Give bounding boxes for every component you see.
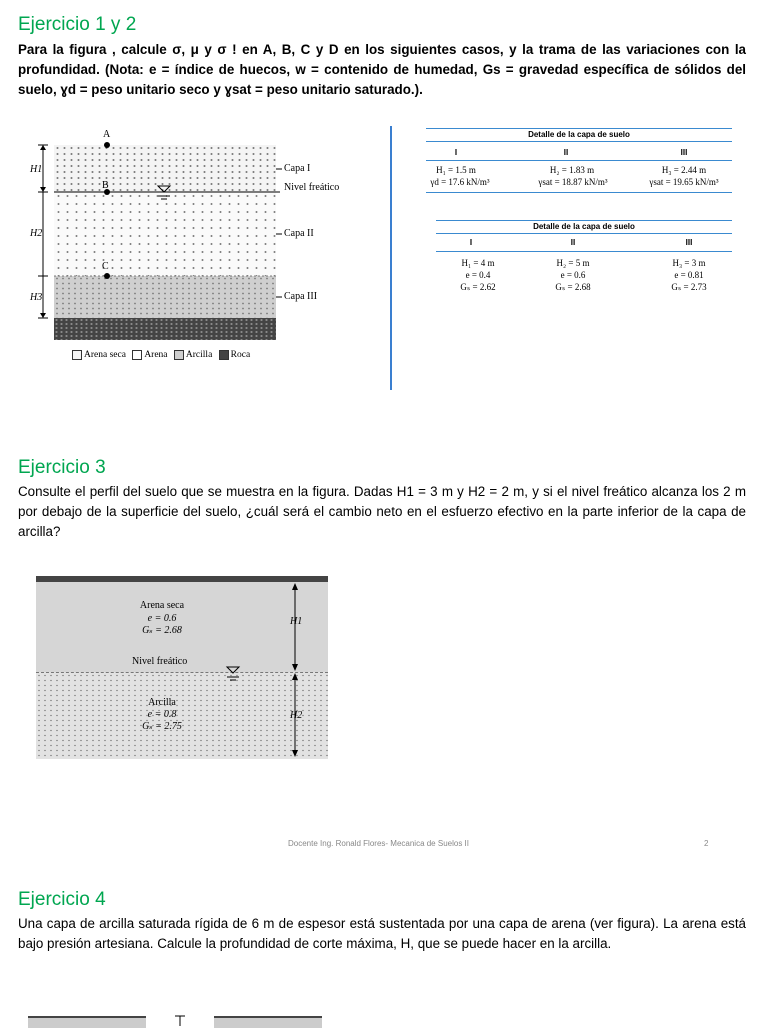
capa-3-label: Capa III bbox=[284, 291, 318, 302]
table-2-cell: e = 0.81 bbox=[674, 270, 704, 280]
legend-clay: Arcilla bbox=[185, 350, 213, 361]
point-c-label: C bbox=[102, 261, 109, 272]
figure-3-partial-left bbox=[28, 1016, 146, 1028]
soil-layer-table-1 bbox=[426, 128, 732, 198]
table-1-header-iii: III bbox=[680, 148, 688, 157]
table-1-cell: γsat = 19.65 kN/m³ bbox=[649, 177, 719, 187]
nivel-freatico-label: Nivel freático bbox=[132, 656, 188, 667]
capa-2-label: Capa II bbox=[284, 228, 314, 239]
legend-dry-sand: Arena seca bbox=[84, 350, 126, 361]
table-2-cell: Gₛ = 2.68 bbox=[555, 282, 591, 292]
table-1-cell: γd = 17.6 kN/m³ bbox=[430, 177, 490, 187]
table-2-caption: Detalle de la capa de suelo bbox=[533, 222, 635, 231]
clay-title: Arcilla bbox=[148, 697, 176, 708]
table-2-cell: Gₛ = 2.62 bbox=[460, 282, 496, 292]
sand-title: Arena seca bbox=[139, 600, 185, 611]
footer-docente: Docente Ing. Ronald Flores- Mecanica de Suelos II bbox=[288, 839, 469, 848]
figure-3-partial-right bbox=[214, 1016, 322, 1028]
table-2-cell: H₂ = 5 m bbox=[556, 258, 590, 268]
table-2-header-ii: II bbox=[570, 238, 576, 247]
legend-clay-swatch bbox=[174, 350, 184, 360]
clay-specific-gravity: Gₛ = 2.75 bbox=[142, 721, 182, 732]
sand-void-ratio: e = 0.6 bbox=[147, 613, 177, 624]
legend-rock-swatch bbox=[219, 350, 229, 360]
table-1-cell: H₃ = 2.44 m bbox=[661, 165, 707, 175]
sand-specific-gravity: Gₛ = 2.68 bbox=[142, 625, 182, 636]
table-1-header-i: I bbox=[454, 148, 458, 157]
table-1-cell: H₂ = 1.83 m bbox=[549, 165, 595, 175]
table-1-top-rule bbox=[426, 128, 732, 129]
table-2-header-iii: III bbox=[685, 238, 693, 247]
soil-profile-figure-1 bbox=[30, 128, 360, 363]
soil-profile-figure-2 bbox=[36, 570, 328, 760]
table-2-cell: e = 0.4 bbox=[465, 270, 491, 280]
ejercicio-1-2-title: Ejercicio 1 y 2 bbox=[18, 14, 137, 35]
legend-sand: Arena bbox=[144, 350, 168, 361]
table-2-caption-rule bbox=[436, 233, 732, 234]
table-2-header-i: I bbox=[469, 238, 473, 247]
point-b-label: B bbox=[102, 180, 109, 191]
table-1-bottom-rule bbox=[426, 192, 732, 193]
h1-label: H1 bbox=[290, 616, 303, 627]
legend-rock: Roca bbox=[230, 350, 251, 361]
h3-label: H3 bbox=[30, 292, 43, 303]
legend-dry-sand-swatch bbox=[72, 350, 82, 360]
table-1-caption: Detalle de la capa de suelo bbox=[528, 130, 630, 139]
ejercicio-4-title: Ejercicio 4 bbox=[18, 889, 106, 910]
legend-sand-swatch bbox=[132, 350, 142, 360]
h2-label: H2 bbox=[290, 710, 303, 721]
capa-1-label: Capa I bbox=[284, 163, 311, 174]
point-a-label: A bbox=[103, 129, 111, 140]
vertical-divider bbox=[390, 126, 392, 390]
table-1-header-ii: II bbox=[563, 148, 569, 157]
nivel-freatico-label: Nivel freático bbox=[284, 182, 340, 193]
table-2-cell: e = 0.6 bbox=[560, 270, 586, 280]
figure-1-legend bbox=[72, 350, 250, 360]
clay-void-ratio: e = 0.8 bbox=[147, 709, 177, 720]
table-1-header-rule bbox=[426, 160, 732, 161]
table-2-cell: Gₛ = 2.73 bbox=[671, 282, 707, 292]
figure-3-dimension-mark bbox=[170, 1014, 190, 1026]
page-number: 2 bbox=[704, 839, 709, 848]
soil-layer-table-2 bbox=[436, 220, 732, 300]
ejercicio-3-text: Consulte el perfil del suelo que se muestra en la figura. Dadas H1 = 3 m y H2 = 2 m, y si el nivel freático alcanza los 2 m por debajo de la superficie del suelo, ¿cuál será el cambio neto en el esfuerzo efectivo en la parte inferior de la capa de arcilla? bbox=[18, 484, 746, 539]
ejercicio-4-text: Una capa de arcilla saturada rígida de 6 m de espesor está sustentada por una capa de arena (ver figura). La arena está bajo presión artesiana. Calcule la profundidad de corte máxima, H, que se puede hacer en la arcilla. bbox=[18, 916, 746, 951]
ejercicio-3-title: Ejercicio 3 bbox=[18, 457, 106, 478]
table-2-top-rule bbox=[436, 220, 732, 221]
h1-label: H1 bbox=[30, 164, 43, 175]
table-1-cell: γsat = 18.87 kN/m³ bbox=[538, 177, 608, 187]
h2-label: H2 bbox=[30, 228, 43, 239]
table-1-cell: H₁ = 1.5 m bbox=[436, 165, 476, 175]
table-2-cell: H₁ = 4 m bbox=[461, 258, 495, 268]
figure-1-annotations bbox=[30, 128, 360, 363]
ejercicio-1-2-text: Para la figura , calcule σ, μ y σ ! en A, B, C y D en los siguientes casos, y la trama de las variaciones con la profundidad. (Nota: e = índice de huecos, w = contenido de humedad, Gs = gravedad específica de sólidos del suelo, ɣd = peso unitario seco y ɣsat = peso unitario saturado.). bbox=[18, 42, 746, 97]
table-1-caption-rule bbox=[426, 141, 732, 142]
table-2-header-rule bbox=[436, 251, 732, 252]
table-2-cell: H₃ = 3 m bbox=[672, 258, 706, 268]
